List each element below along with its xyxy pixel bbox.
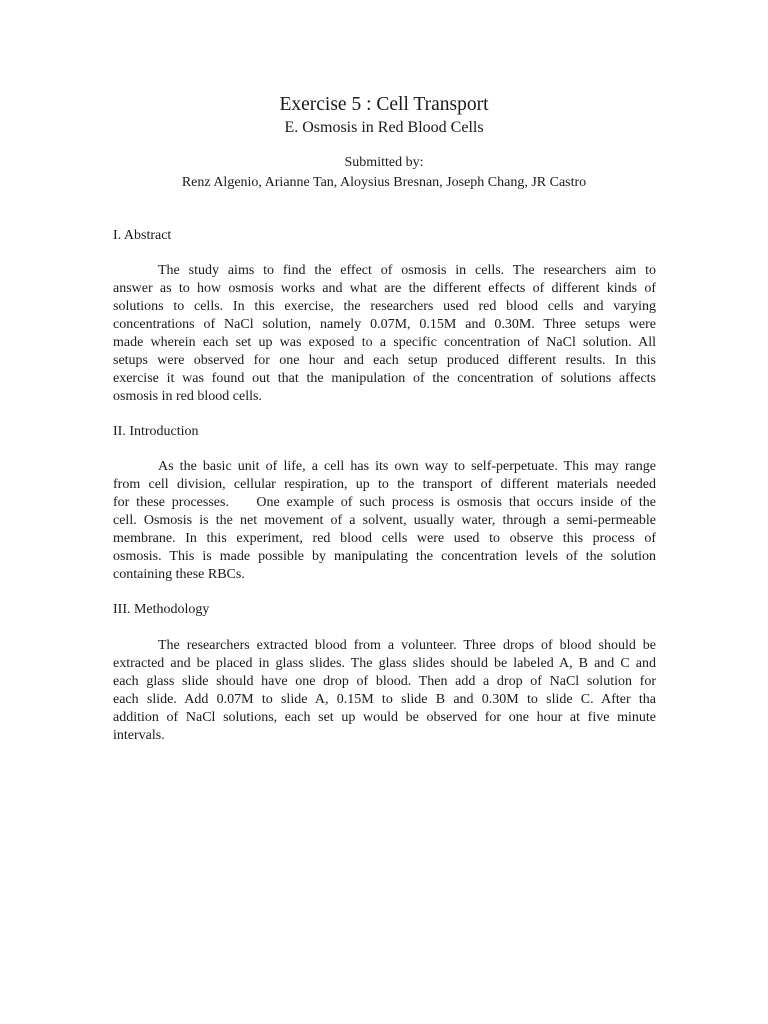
paragraph-line: extracted and be placed in glass slides. The glass slides should be labeled A, B and C and: [113, 656, 656, 671]
paragraph-line: The researchers extracted blood from a volunteer. Three drops of blood should be: [158, 638, 656, 653]
abstract-heading: I. Abstract: [113, 228, 172, 243]
paragraph-line: made wherein each set up was exposed to a specific concentration of NaCl solution. All: [113, 335, 656, 350]
paragraph-line: cell. Osmosis is the net movement of a solvent, usually water, through a semi-permeable: [113, 513, 656, 528]
author-list: Renz Algenio, Arianne Tan, Aloysius Bresnan, Joseph Chang, JR Castro: [181, 175, 587, 190]
paragraph-line: setups were observed for one hour and each setup produced different results. In this: [113, 353, 656, 368]
paragraph-line: osmosis. This is made possible by manipulating the concentration levels of the solution: [113, 549, 656, 564]
paragraph-line: membrane. In this experiment, red blood cells were used to observe this process of: [113, 531, 656, 546]
paragraph-line: osmosis in red blood cells.: [113, 389, 262, 404]
methodology-paragraph: [113, 637, 656, 745]
document-subtitle: E. Osmosis in Red Blood Cells: [284, 119, 484, 136]
introduction-paragraph: [113, 458, 656, 584]
methodology-heading: III. Methodology: [113, 602, 210, 617]
submitted-by-label: Submitted by:: [344, 155, 424, 170]
document-title: Exercise 5 : Cell Transport: [279, 94, 489, 115]
paragraph-line: As the basic unit of life, a cell has its own way to self-perpetuate. This may range: [158, 459, 656, 474]
abstract-paragraph: [113, 262, 656, 406]
introduction-heading: II. Introduction: [113, 424, 199, 439]
paragraph-line: each slide. Add 0.07M to slide A, 0.15M to slide B and 0.30M to slide C. After tha: [113, 692, 656, 707]
paragraph-line: exercise it was found out that the manipulation of the concentration of solutions affects: [113, 371, 656, 386]
paragraph-line: intervals.: [113, 728, 165, 743]
paragraph-line: addition of NaCl solutions, each set up would be observed for one hour at five minute: [113, 710, 656, 725]
paragraph-line: The study aims to find the effect of osmosis in cells. The researchers aim to: [158, 263, 656, 278]
paragraph-line: solutions to cells. In this exercise, the researchers used red blood cells and varying: [113, 299, 656, 314]
paragraph-line: from cell division, cellular respiration, up to the transport of different materials needed: [113, 477, 656, 492]
paragraph-line: each glass slide should have one drop of blood. Then add a drop of NaCl solution for: [113, 674, 656, 689]
paragraph-line: for these processes. One example of such process is osmosis that occurs inside of the: [113, 495, 656, 510]
paragraph-line: answer as to how osmosis works and what are the different effects of different kinds of: [113, 281, 656, 296]
paragraph-line: concentrations of NaCl solution, namely 0.07M, 0.15M and 0.30M. Three setups were: [113, 317, 656, 332]
paragraph-line: containing these RBCs.: [113, 567, 245, 582]
